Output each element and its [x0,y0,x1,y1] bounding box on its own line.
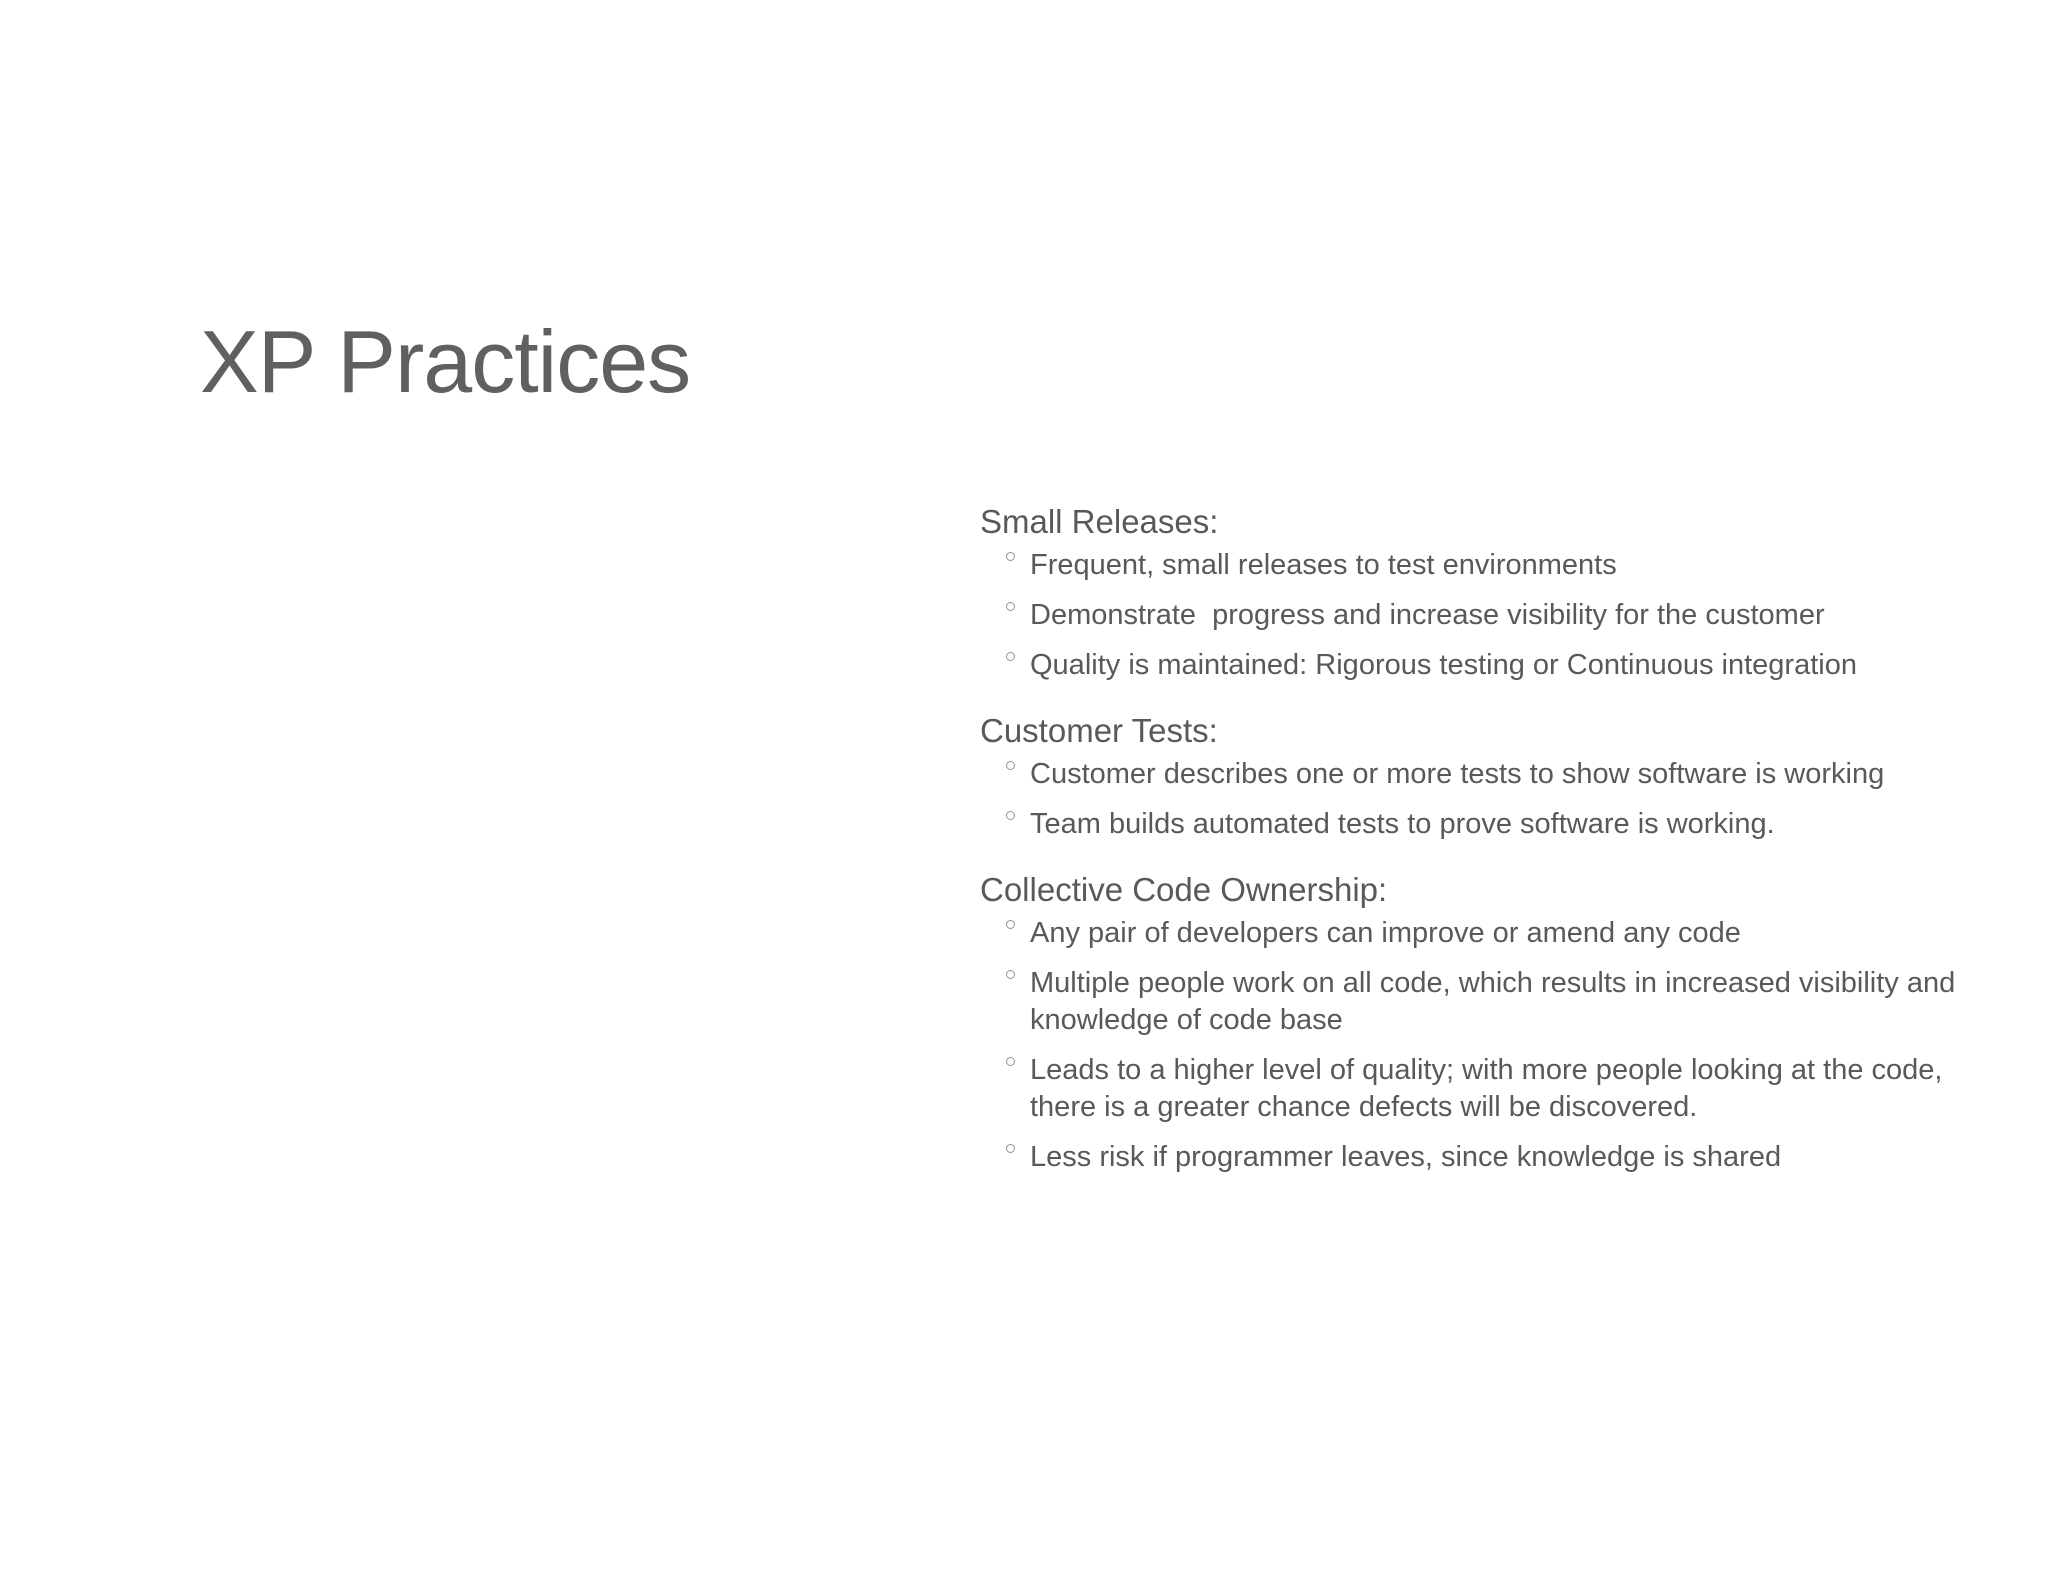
list-item [980,965,1990,1039]
section-customer-tests [980,710,1990,843]
list-item-text: Demonstrate progress and increase visibility for the customer [1030,599,1825,631]
list-item [980,547,1990,584]
section-heading: Customer Tests: [980,712,1218,749]
bullet-list [980,756,1990,843]
hollow-circle-bullet-icon [1006,552,1015,561]
list-item [980,597,1990,634]
list-item [980,915,1990,952]
section-small-releases [980,501,1990,684]
hollow-circle-bullet-icon [1006,1057,1015,1066]
hollow-circle-bullet-icon [1006,970,1015,979]
list-item-text: Frequent, small releases to test environments [1030,549,1617,581]
list-item [980,756,1990,793]
bullet-list [980,915,1990,1176]
list-item-text: Quality is maintained: Rigorous testing or Continuous integration [1030,649,1857,681]
list-item-text: Leads to a higher level of quality; with more people looking at the code, there is a greater chance defects will be discovered. [1030,1054,1943,1123]
slide-content [980,501,1990,1202]
hollow-circle-bullet-icon [1006,761,1015,770]
hollow-circle-bullet-icon [1006,652,1015,661]
bullet-list [980,547,1990,684]
list-item-text: Less risk if programmer leaves, since knowledge is shared [1030,1141,1782,1173]
section-collective-code-ownership [980,869,1990,1176]
list-item-text: Any pair of developers can improve or amend any code [1030,917,1741,949]
list-item-text: Multiple people work on all code, which results in increased visibility and knowledge of code base [1030,967,1956,1036]
list-item [980,1139,1990,1176]
list-item [980,1052,1990,1126]
hollow-circle-bullet-icon [1006,920,1015,929]
list-item-text: Customer describes one or more tests to show software is working [1030,758,1885,790]
list-item-text: Team builds automated tests to prove software is working. [1030,808,1775,840]
list-item [980,647,1990,684]
hollow-circle-bullet-icon [1006,1144,1015,1153]
section-heading: Collective Code Ownership: [980,871,1388,908]
hollow-circle-bullet-icon [1006,811,1015,820]
slide-title: XP Practices [200,312,691,411]
section-heading: Small Releases: [980,503,1219,540]
hollow-circle-bullet-icon [1006,602,1015,611]
list-item [980,806,1990,843]
